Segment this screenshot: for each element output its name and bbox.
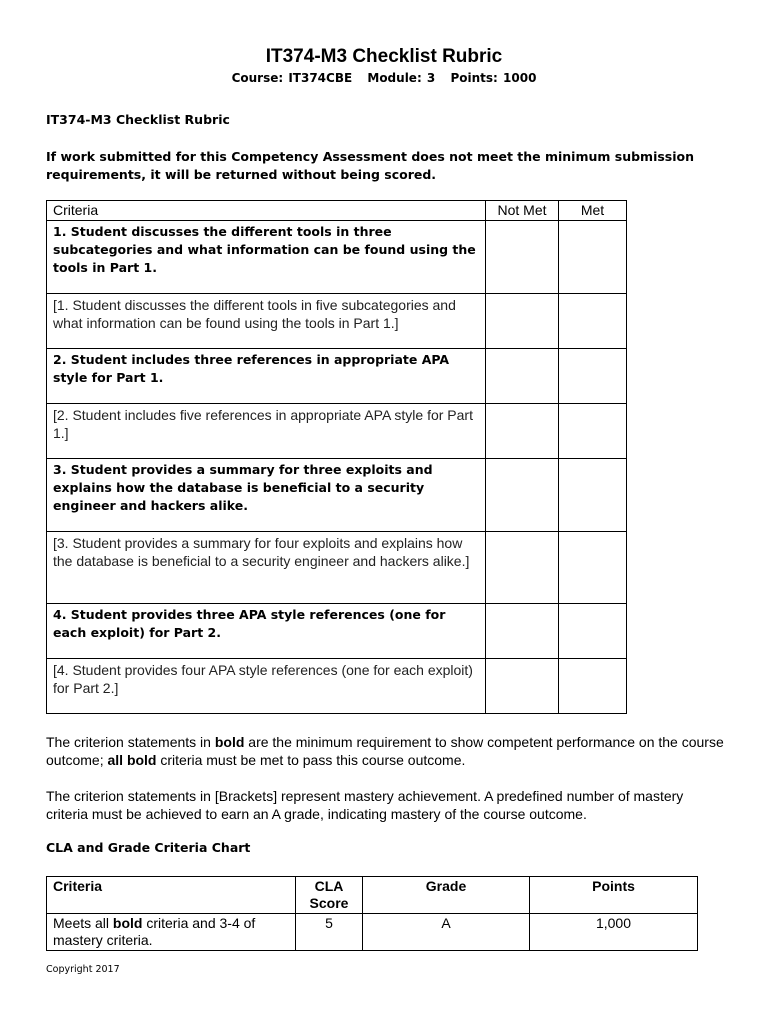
cell-text: Meets all — [53, 915, 113, 931]
met-header: Met — [559, 201, 627, 221]
grade-criteria-header: Criteria — [47, 877, 296, 914]
not-met-cell[interactable] — [486, 459, 559, 532]
rubric-row — [47, 221, 627, 294]
mastery-criteria-note: The criterion statements in [Brackets] represent mastery achievement. A predefined number of mastery criteria must be achieved to earn an A grade, indicating mastery of the course outcome. — [46, 788, 684, 822]
course-info — [0, 71, 768, 85]
rubric-header-row — [47, 201, 627, 221]
criterion-bold: 2. Student includes three references in appropriate APA style for Part 1. — [47, 349, 486, 404]
grade-header-row — [47, 877, 698, 914]
met-cell[interactable] — [559, 532, 627, 604]
grade-criteria-cell — [47, 914, 296, 951]
met-cell[interactable] — [559, 294, 627, 349]
met-cell[interactable] — [559, 604, 627, 659]
met-cell[interactable] — [559, 349, 627, 404]
not-met-cell[interactable] — [486, 221, 559, 294]
note-text: criteria must be met to pass this course outcome. — [156, 752, 466, 768]
criterion-mastery: [1. Student discusses the different tools in five subcategories and what information can be found using the tools in Part 1.] — [47, 294, 486, 349]
cell-text: criteria and 3-4 of mastery criteria. — [53, 915, 256, 948]
grade-header: Grade — [363, 877, 530, 914]
met-cell[interactable] — [559, 659, 627, 714]
criterion-mastery: [4. Student provides four APA style references (one for each exploit) for Part 2.] — [47, 659, 486, 714]
note-bold-text: all bold — [107, 752, 157, 768]
bold-criteria-note — [46, 733, 726, 769]
criterion-mastery: [3. Student provides a summary for four exploits and explains how the database is beneficial to a security engineer and hackers alike.] — [47, 532, 486, 604]
not-met-cell[interactable] — [486, 604, 559, 659]
module-label: Module: 3 — [367, 71, 436, 85]
grade-chart-heading: CLA and Grade Criteria Chart — [46, 840, 251, 855]
criteria-header: Criteria — [47, 201, 486, 221]
rubric-table — [46, 200, 627, 714]
grade-row — [47, 914, 698, 951]
rubric-row — [47, 294, 627, 349]
not-met-cell[interactable] — [486, 659, 559, 714]
not-met-cell[interactable] — [486, 404, 559, 459]
points-cell: 1,000 — [530, 914, 698, 951]
rubric-row — [47, 404, 627, 459]
not-met-cell[interactable] — [486, 294, 559, 349]
not-met-cell[interactable] — [486, 349, 559, 404]
points-header: Points — [530, 877, 698, 914]
cla-score-cell: 5 — [296, 914, 363, 951]
document-title: IT374-M3 Checklist Rubric — [265, 46, 503, 67]
met-cell[interactable] — [559, 221, 627, 294]
not-met-header: Not Met — [486, 201, 559, 221]
rubric-row — [47, 604, 627, 659]
not-met-cell[interactable] — [486, 532, 559, 604]
grade-criteria-table — [46, 876, 698, 951]
criterion-bold: 4. Student provides three APA style references (one for each exploit) for Part 2. — [47, 604, 486, 659]
cla-score-header: CLA Score — [296, 877, 363, 914]
criterion-bold: 1. Student discusses the different tools in three subcategories and what information can be found using the tools in Part 1. — [47, 221, 486, 294]
copyright-footer: Copyright 2017 — [46, 964, 120, 975]
criterion-mastery: [2. Student includes five references in appropriate APA style for Part 1.] — [47, 404, 486, 459]
rubric-row — [47, 349, 627, 404]
note-text: The criterion statements in — [46, 734, 215, 750]
rubric-row — [47, 659, 627, 714]
note-text: are the minimum requirement to show competent performance on the course outcome; — [46, 734, 724, 768]
section-heading: IT374-M3 Checklist Rubric — [46, 112, 230, 127]
points-label: Points: 1000 — [450, 71, 537, 85]
rubric-row — [47, 459, 627, 532]
course-label: Course: IT374CBE — [231, 71, 353, 85]
note-bold-text: bold — [214, 734, 245, 750]
criterion-bold: 3. Student provides a summary for three exploits and explains how the database is beneficial to a security engineer and hackers alike. — [47, 459, 486, 532]
cell-bold-text: bold — [112, 915, 143, 931]
met-cell[interactable] — [559, 404, 627, 459]
grade-cell: A — [363, 914, 530, 951]
rubric-row — [47, 532, 627, 604]
submission-warning: If work submitted for this Competency Assessment does not meet the minimum submission requirements, it will be returned without being scored. — [46, 149, 695, 182]
met-cell[interactable] — [559, 459, 627, 532]
